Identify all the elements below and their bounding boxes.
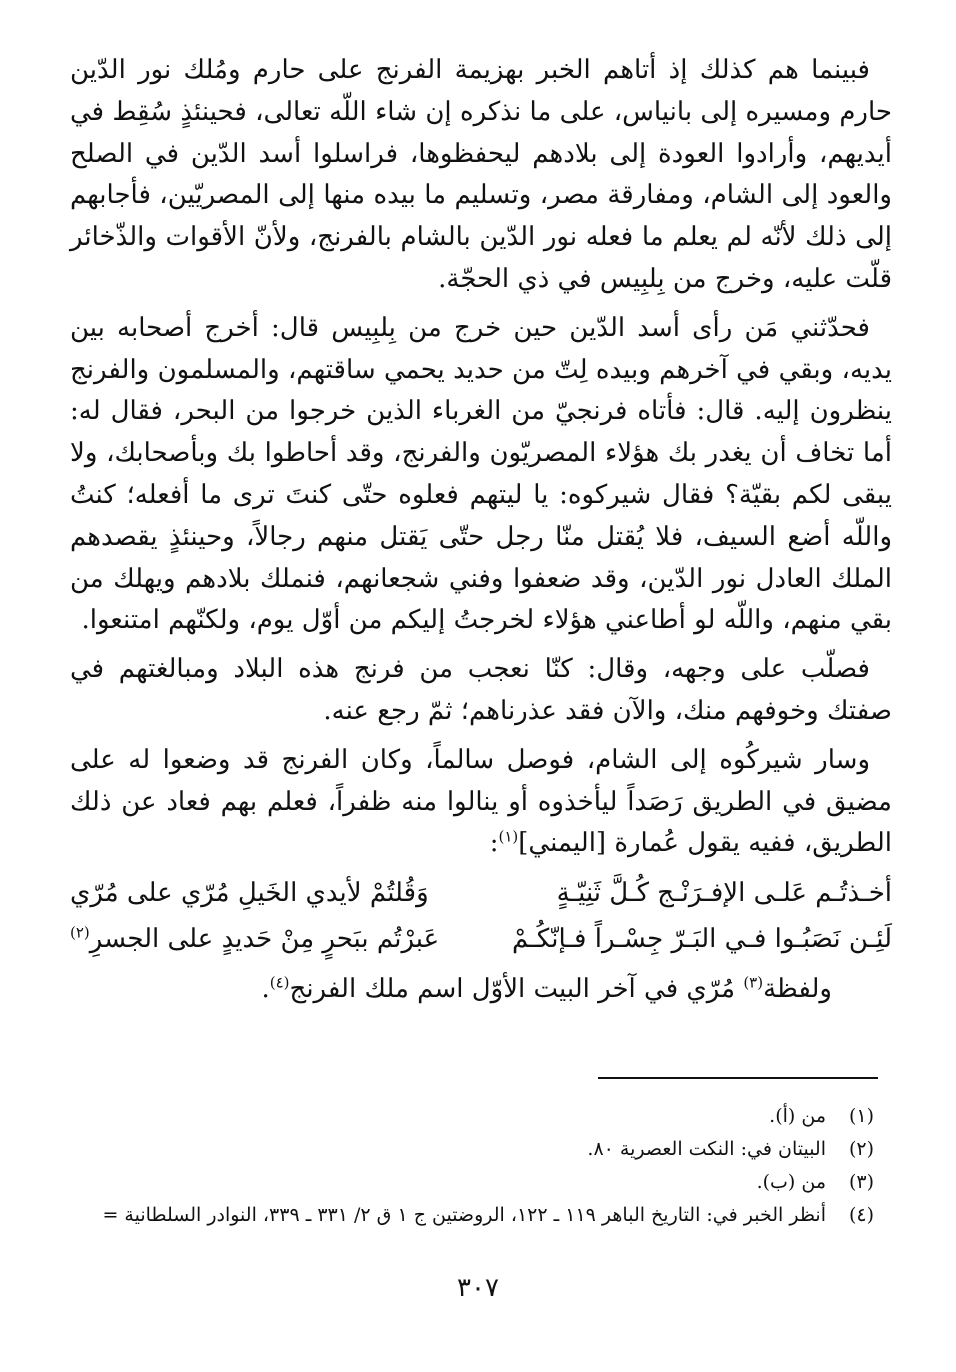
verse-2-first-hemistich: لَئِـن نَصَبُـوا فـي البَـرّ جِسْـراً فـإنّكُـمْ — [511, 924, 892, 955]
footnote-text: أنظر الخبر في: التاريخ الباهر ١١٩ ـ ١٢٢، الروضتين ج ١ ق ٢/ ٣٣١ ـ ٣٣٩، النوادر السلطانية = — [102, 1204, 826, 1226]
page-number: ٣٠٧ — [457, 1273, 499, 1303]
footnote-text: من (أ). — [769, 1105, 826, 1127]
footnote-ref-3: (٣) — [743, 973, 764, 992]
paragraph-4 — [70, 740, 892, 865]
footnote-number: (٣) — [848, 1171, 874, 1193]
footnote-item — [74, 1100, 874, 1133]
verse-2-second-text: عَبرْتُم ببَحرٍ مِنْ حَديدٍ على الجسرِ — [89, 924, 440, 955]
paragraph-4-tail: : — [489, 828, 499, 859]
footnote-ref-1: (١) — [498, 827, 519, 846]
paragraph-4-text: وسار شيركُوه إلى الشام، فوصل سالماً، وكان الفرنج قد وضعوا له على مضيق في الطريق رَصَداً ليأخذوه أو ينالوا منه ظفراً، فعلم بهم فعاد عن ذلك الطريق، ففيه يقول عُمارة [اليمني] — [70, 744, 892, 859]
verse-1-second-hemistich — [70, 872, 465, 914]
footnote-number: (١) — [848, 1105, 874, 1127]
footnote-ref-4: (٤) — [269, 973, 290, 992]
poem — [70, 872, 892, 960]
footnote-number: (٢) — [848, 1138, 874, 1160]
closing-part-1: ولفظة — [763, 974, 832, 1005]
footnote-number: (٤) — [848, 1204, 874, 1226]
verse-line — [70, 918, 892, 960]
footnote-separator — [598, 1077, 878, 1079]
footnotes — [74, 1100, 874, 1232]
footnote-item — [74, 1133, 874, 1166]
verse-line — [70, 872, 892, 914]
page-body — [70, 50, 892, 1010]
footnote-ref-2: (٢) — [70, 923, 90, 942]
closing-part-2: مُرّي في آخر البيت الأوّل اسم ملك الفرنج — [289, 974, 744, 1005]
paragraph-3: فصلّب على وجهه، وقال: كنّا نعجب من فرنج هذه البلاد ومبالغتهم في صفتك وخوفهم منك، والآن فقد عذرناهم؛ ثمّ رجع عنه. — [70, 654, 892, 726]
paragraph-1: فبينما هم كذلك إذ أتاهم الخبر بهزيمة الفرنج على حارم ومُلك نور الدّين حارم ومسيره إلى بانياس، على ما نذكره إن شاء اللّه تعالى، فحينئذٍ سُقِط في أيديهم، وأرادوا العودة إلى بلادهم ليحفظوها، فراسلوا أسد الدّين في الصلح والعود إلى الشام، ومفارقة مصر، وتسليم ما بيده منها إلى المصريّين، فأجابهم إلى ذلك لأنّه لم يعلم ما فعله نور الدّين بالشام بالفرنج، ولأنّ الأقوات والذّخائر قلّت عليه، وخرج من بِلبِيس في ذي الحجّة. — [70, 55, 892, 294]
footnote-text: البيتان في: النكت العصرية ٨٠. — [587, 1138, 826, 1160]
footnote-text: من (ب). — [756, 1171, 826, 1193]
closing-part-3: . — [261, 974, 270, 1005]
closing-line — [70, 968, 892, 1010]
paragraph-2: فحدّثني مَن رأى أسد الدّين حين خرج من بِلبِيس قال: أخرج أصحابه بين يديه، وبقي في آخرهم وبيده لِتّ من حديد يحمي ساقتهم، والمسلمون والفرنج ينظرون إليه. قال: فأتاه فرنجيّ من الغرباء الذين خرجوا من البحر، فقال له: أما تخاف أن يغدر بك هؤلاء المصريّون والفرنج، وقد أحاطوا بك وبأصحابك، ولا يبقى لكم بقيّة؟ فقال شيركوه: يا ليتهم فعلوه حتّى كنتَ ترى ما أفعله؛ كنتُ واللّه أضع السيف، فلا يُقتل منّا رجل حتّى يَقتل منهم رجالاً، وحينئذٍ يقصدهم الملك العادل نور الدّين، وقد ضعفوا وفني شجعانهم، فنملك بلادهم ويهلك من بقي منهم، واللّه لو أطاعني هؤلاء لخرجتُ إليكم من أوّل يوم، ولكنّهم امتنعوا. — [70, 312, 892, 636]
verse-1-first-hemistich: أخـذتُـم عَلـى الإفـرَنْـج كُـلَّ ثَنِيّـةٍ — [556, 878, 892, 909]
verse-2-second-hemistich — [70, 918, 465, 960]
footnote-item — [74, 1166, 874, 1199]
verse-1-second-text: وَقُلتُمْ لأيدي الخَيلِ مُرّي على مُرّي — [70, 878, 429, 909]
footnote-item — [74, 1199, 874, 1232]
